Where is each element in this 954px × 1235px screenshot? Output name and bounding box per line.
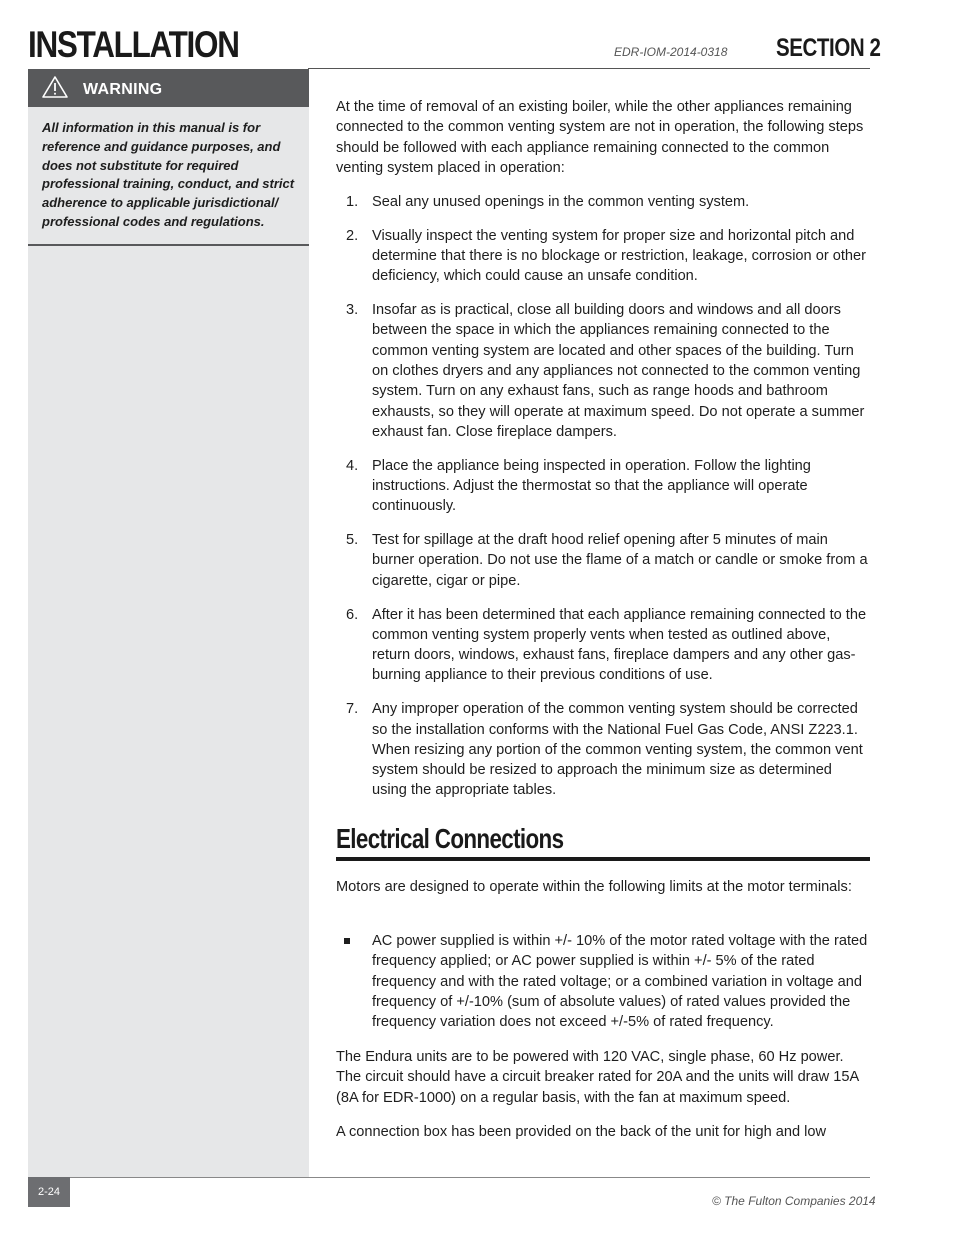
motors-paragraph: Motors are designed to operate within the following limits at the motor terminals: (336, 879, 852, 895)
intro-paragraph: At the time of removal of an existing boiler, while the other appliances remaining connected to the common venting system are not in operation, the following steps should be followed with each appliance remaining connected to the common venting system placed in operation: (336, 99, 864, 176)
bullet-item (336, 931, 870, 1032)
step-number: 3. (346, 302, 359, 319)
section-heading: Electrical Connections (336, 823, 564, 854)
step-text: After it has been determined that each appliance remaining connected to the common venting system properly vents when tested as outlined above, return doors, windows, exhaust fans, fireplace dampers and any other gas-burning appliance to their previous conditions of use. (372, 606, 867, 684)
warning-label: WARNING (83, 81, 163, 98)
list-item (336, 192, 870, 212)
page-title: INSTALLATION (28, 24, 239, 65)
section-label: SECTION 2 (776, 34, 881, 62)
step-text: Test for spillage at the draft hood relief opening after 5 minutes of main burner operation. Do not use the flame of a match or candle or smoke from a cigarette, cigar or pipe. (372, 532, 868, 589)
step-number: 5. (346, 532, 359, 549)
header-rule (308, 68, 870, 69)
warning-header (28, 69, 309, 107)
warning-triangle-icon (41, 75, 69, 99)
step-text: Place the appliance being inspected in operation. Follow the lighting instructions. Adjust the thermostat so that the appliance will operate continuously. (372, 457, 811, 515)
bullet-square-icon (344, 938, 350, 944)
step-number: 4. (346, 457, 359, 474)
list-item (336, 300, 870, 442)
sidebar (28, 69, 309, 1177)
venting-steps-list (336, 192, 870, 814)
list-item (336, 226, 870, 287)
step-text: Seal any unused openings in the common venting system. (372, 194, 750, 210)
document-code: EDR-IOM-2014-0318 (614, 45, 728, 59)
step-number: 7. (346, 701, 359, 718)
power-paragraph: The Endura units are to be powered with 120 VAC, single phase, 60 Hz power. The circuit should have a circuit breaker rated for 20A and the units will draw 15A (8A for EDR-1000) on a regular basis, with the fan at maximum speed. (336, 1049, 859, 1106)
warning-text: All information in this manual is for reference and guidance purposes, and does not substitute for required professional training, conduct, and strict adherence to applicable jurisdictional/ professional codes and regulations. (42, 120, 295, 229)
footer-rule (70, 1177, 870, 1178)
page-number: 2-24 (28, 1177, 70, 1207)
connection-box-paragraph: A connection box has been provided on the back of the unit for high and low (336, 1124, 827, 1140)
copyright: © The Fulton Companies 2014 (712, 1194, 876, 1208)
list-item (336, 699, 870, 800)
list-item (336, 605, 870, 686)
heading-rule (336, 857, 870, 861)
step-text: Insofar as is practical, close all building doors and windows and all doors between the space in which the appliances remaining connected to the common venting system are located and other spaces of the building. Turn on clothes dryers and any appliances not connected to the common venting system. Turn on any exhaust fans, such as range hoods and bathroom exhausts, so they will operate at maximum speed. Do not operate a summer exhaust fan. Close fireplace dampers. (372, 302, 865, 440)
step-text: Any improper operation of the common venting system should be corrected so the installation conforms with the National Fuel Gas Code, ANSI Z223.1. When resizing any portion of the common venting system, the common vent system should be resized to approach the minimum size as determined using the appropriate tables. (372, 701, 863, 799)
step-number: 6. (346, 606, 359, 623)
sidebar-divider (28, 244, 309, 246)
bullet-text: AC power supplied is within +/- 10% of the motor rated voltage with the rated frequency applied; or AC power supplied is within +/- 5% of the rated frequency and with the rated voltage; or a combined variation in voltage and frequency of +/-10% (sum of absolute values) of rated values provided the frequency variation does not exceed +/-5% of rated frequency. (372, 933, 868, 1031)
list-item (336, 530, 870, 591)
step-text: Visually inspect the venting system for proper size and horizontal pitch and determine that there is no blockage or restriction, leakage, corrosion or other deficiency, which could cause an unsafe condition. (372, 227, 867, 285)
step-number: 1. (346, 194, 359, 210)
list-item (336, 456, 870, 517)
step-number: 2. (346, 227, 359, 244)
